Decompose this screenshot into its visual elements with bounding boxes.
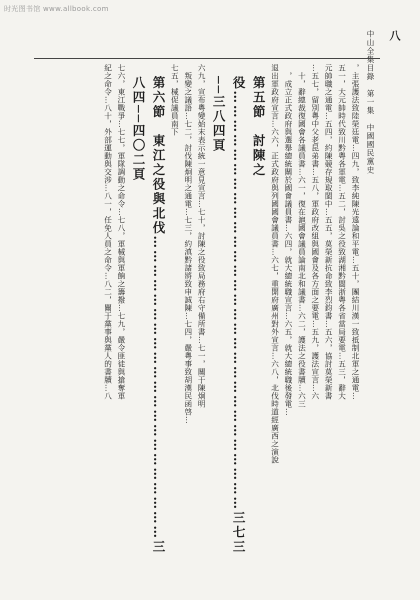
toc-line: 元帥職之通電…五四，約陳競存規取閩中…五五，莫榮新抗命致李烈鈞書…五六，協討莫榮新書 bbox=[324, 64, 334, 400]
header-rule bbox=[34, 58, 380, 59]
toc-line: 六九，宣布粵變始末表示統一意見宣言…七十，討陳之役致局務府右守備所書…七一，關于陳炯明 bbox=[197, 64, 207, 408]
section-heading-5: 第五節 討陳之役……………………………………………………………………………三七三──三八四頁 bbox=[211, 76, 267, 555]
page-number: 八 bbox=[388, 30, 401, 41]
toc-line: ，主張護法致陸榮廷電…四九，致李純陳光遠論和平電…五十，團結川漢一致抵制北軍之通電… bbox=[351, 64, 360, 400]
toc-line: …五七，留別粵中父老昆弟書…五八，軍政府改組與國會及各方面之要電…五九，護法宣言…六 bbox=[310, 64, 320, 400]
toc-line: 五一，大元帥時代致川黔粵各軍電…五二，討吳之役致湖湘黔閩浙粵各省當局要電…五三，辭大 bbox=[337, 64, 347, 400]
running-title: 中山全集目錄 第一集 中國國民黨史 bbox=[366, 30, 375, 175]
toc-line: 退出軍政府宣言…六六，正式政府與列國國會議員書…六七，重開府廣州對外宣言…六八，北伐時道經廣西之演說 bbox=[270, 64, 280, 464]
toc-line: 十，辭總裁復國會各議員書…六一，復在滬國會議員論南北和議書…六二，護法之役書牘…六三 bbox=[297, 72, 307, 408]
toc-line: 七五，械促議員南下 bbox=[170, 64, 180, 136]
table-of-contents bbox=[32, 64, 362, 564]
section-heading-6: 第六節 東江之役與北伐………………………………………………………三八四──四〇二頁 bbox=[130, 76, 166, 555]
toc-line: 紀之命令…八十，外部運動與交涉…八一，任免人員之命令…八二，關于黨事與黨人的書牘…八 bbox=[103, 64, 113, 400]
toc-line: ，成立正式政府與選舉總統關於國會議員書…六四，就大總統職宣言…六五，就大總統職後發電… bbox=[283, 72, 293, 416]
watermark: 时光图书馆 www.allbook.com bbox=[4, 5, 109, 13]
toc-line: 七六，東江戰爭…七七，軍隊調動之命令…七八，軍械與軍餉之籌撥…七九，嚴令匪徒與搶奪軍 bbox=[116, 64, 126, 400]
toc-line: 叛變之議語…七二，討伐陳炯明之通電…七三，約滇黔諸將致申誠陳…七四，嚴粵事致胡漢民函啓… bbox=[183, 72, 193, 424]
